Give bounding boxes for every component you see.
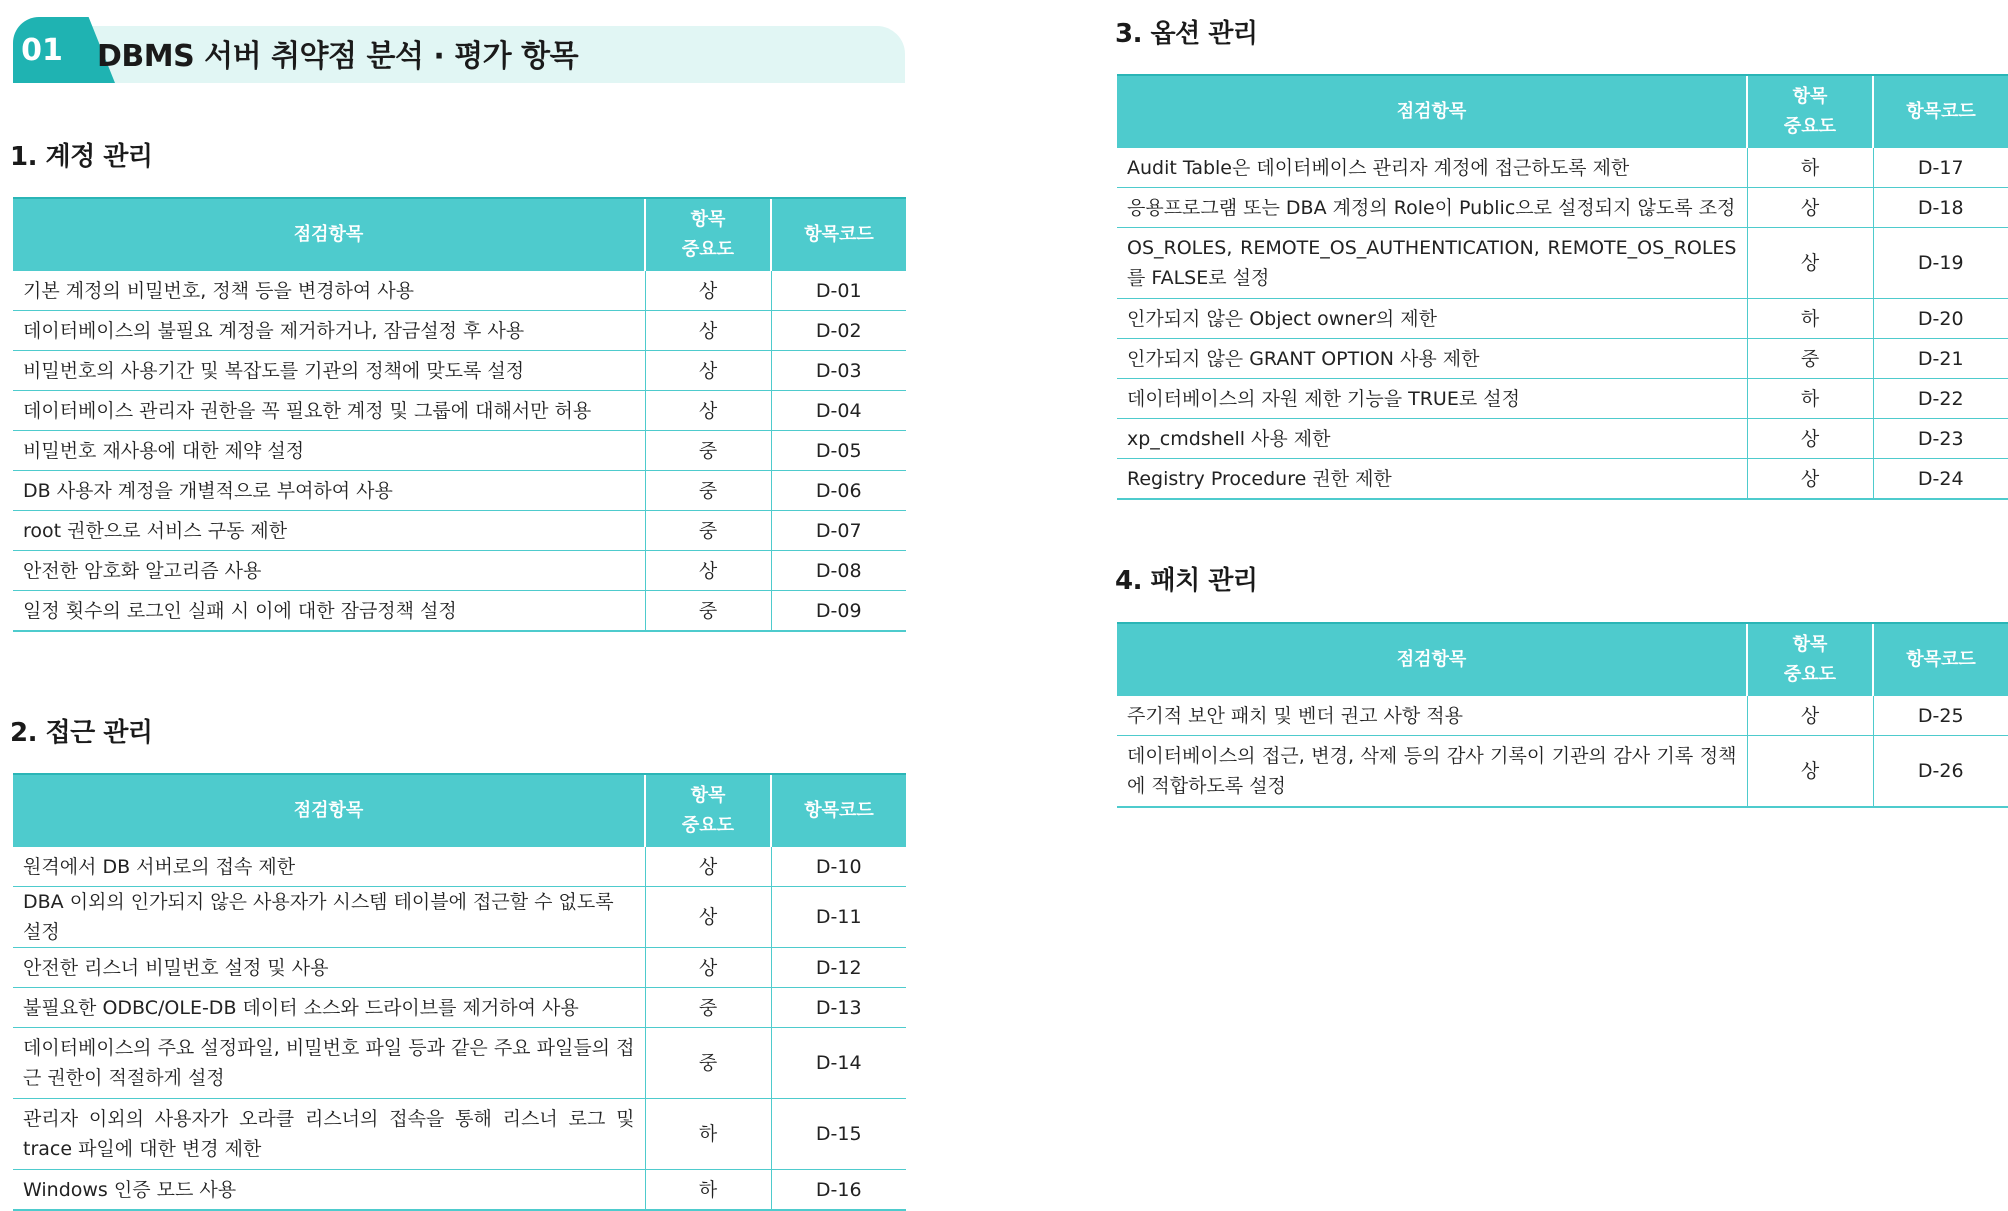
- table-account-management: [13, 197, 906, 632]
- table-row: [13, 591, 906, 632]
- column-header-item: 점검항목: [1117, 623, 1747, 696]
- column-header-code: 항목코드: [1873, 75, 2008, 148]
- cell-item: 데이터베이스의 자원 제한 기능을 TRUE로 설정: [1117, 379, 1747, 419]
- cell-item: 원격에서 DB 서버로의 접속 제한: [13, 847, 645, 887]
- cell-item: Registry Procedure 권한 제한: [1117, 459, 1747, 500]
- cell-importance: 중: [645, 431, 771, 471]
- cell-importance: 상: [1747, 419, 1873, 459]
- table-row: [13, 847, 906, 887]
- column-header-importance-line1: 항목: [690, 785, 726, 806]
- column-header-item: 점검항목: [13, 198, 645, 271]
- cell-importance: 하: [645, 1170, 771, 1211]
- cell-importance: 중: [645, 591, 771, 632]
- table-option-management: [1117, 74, 2008, 500]
- cell-importance: 중: [645, 511, 771, 551]
- column-header-importance-line2: 중요도: [681, 239, 735, 260]
- cell-importance: 상: [645, 351, 771, 391]
- column-header-importance-line2: 중요도: [1783, 664, 1837, 685]
- cell-code: D-03: [771, 351, 906, 391]
- cell-importance: 상: [1747, 459, 1873, 500]
- table-row: [13, 431, 906, 471]
- cell-item: 비밀번호 재사용에 대한 제약 설정: [13, 431, 645, 471]
- column-header-importance-line2: 중요도: [1783, 116, 1837, 137]
- cell-code: D-12: [771, 948, 906, 988]
- cell-item: OS_ROLES, REMOTE_OS_AUTHENTICATION, REMOTE_OS_ROLES를 FALSE로 설정: [1117, 228, 1747, 299]
- cell-item: 인가되지 않은 Object owner의 제한: [1117, 299, 1747, 339]
- table-patch-management: [1117, 622, 2008, 808]
- cell-code: D-15: [771, 1099, 906, 1170]
- cell-importance: 상: [645, 948, 771, 988]
- cell-code: D-13: [771, 988, 906, 1028]
- cell-item: xp_cmdshell 사용 제한: [1117, 419, 1747, 459]
- column-header-importance-line1: 항목: [1792, 86, 1828, 107]
- column-header-importance-line1: 항목: [1792, 634, 1828, 655]
- table-row: [1117, 736, 2008, 808]
- cell-code: D-19: [1873, 228, 2008, 299]
- cell-code: D-11: [771, 887, 906, 948]
- cell-code: D-06: [771, 471, 906, 511]
- cell-importance: 중: [1747, 339, 1873, 379]
- table-access-management: [13, 773, 906, 1211]
- cell-item: Windows 인증 모드 사용: [13, 1170, 645, 1211]
- cell-importance: 중: [645, 1028, 771, 1099]
- cell-item: 비밀번호의 사용기간 및 복잡도를 기관의 정책에 맞도록 설정: [13, 351, 645, 391]
- column-header-item: 점검항목: [13, 774, 645, 847]
- section-title-option: 3. 옵션 관리: [1115, 19, 1258, 49]
- cell-code: D-09: [771, 591, 906, 632]
- cell-code: D-24: [1873, 459, 2008, 500]
- cell-importance: 하: [1747, 379, 1873, 419]
- table-row: [13, 311, 906, 351]
- table-row: [13, 351, 906, 391]
- table-row: [13, 511, 906, 551]
- table-row: [1117, 228, 2008, 299]
- table-row: [1117, 339, 2008, 379]
- column-header-code: 항목코드: [771, 774, 906, 847]
- cell-code: D-20: [1873, 299, 2008, 339]
- cell-code: D-05: [771, 431, 906, 471]
- table-row: [13, 471, 906, 511]
- cell-item: 응용프로그램 또는 DBA 계정의 Role이 Public으로 설정되지 않도록 조정: [1117, 188, 1747, 228]
- table-row: [13, 948, 906, 988]
- table-row: [1117, 188, 2008, 228]
- cell-code: D-08: [771, 551, 906, 591]
- cell-item: 데이터베이스 관리자 권한을 꼭 필요한 계정 및 그룹에 대해서만 허용: [13, 391, 645, 431]
- section-title-patch: 4. 패치 관리: [1115, 566, 1258, 596]
- cell-code: D-17: [1873, 148, 2008, 188]
- cell-code: D-21: [1873, 339, 2008, 379]
- cell-code: D-10: [771, 847, 906, 887]
- column-header-importance: [1747, 75, 1873, 148]
- cell-importance: 상: [645, 887, 771, 948]
- cell-code: D-16: [771, 1170, 906, 1211]
- cell-importance: 하: [1747, 299, 1873, 339]
- cell-code: D-01: [771, 271, 906, 311]
- cell-importance: 중: [645, 988, 771, 1028]
- table-row: [1117, 379, 2008, 419]
- cell-importance: 상: [1747, 696, 1873, 736]
- column-header-importance: [1747, 623, 1873, 696]
- section-title-account: 1. 계정 관리: [10, 142, 153, 172]
- cell-item: DB 사용자 계정을 개별적으로 부여하여 사용: [13, 471, 645, 511]
- cell-importance: 상: [645, 551, 771, 591]
- cell-importance: 상: [645, 311, 771, 351]
- table-row: [13, 1170, 906, 1211]
- cell-code: D-04: [771, 391, 906, 431]
- cell-importance: 상: [645, 271, 771, 311]
- table-row: [1117, 148, 2008, 188]
- cell-item: 인가되지 않은 GRANT OPTION 사용 제한: [1117, 339, 1747, 379]
- cell-item: 관리자 이외의 사용자가 오라클 리스너의 접속을 통해 리스너 로그 및 trace 파일에 대한 변경 제한: [13, 1099, 645, 1170]
- cell-importance: 하: [1747, 148, 1873, 188]
- cell-importance: 하: [645, 1099, 771, 1170]
- table-row: [1117, 419, 2008, 459]
- section-title-access: 2. 접근 관리: [10, 718, 153, 748]
- cell-importance: 상: [1747, 188, 1873, 228]
- table-row: [13, 551, 906, 591]
- column-header-code: 항목코드: [771, 198, 906, 271]
- table-row: [13, 1028, 906, 1099]
- cell-item: 기본 계정의 비밀번호, 정책 등을 변경하여 사용: [13, 271, 645, 311]
- column-header-code: 항목코드: [1873, 623, 2008, 696]
- table-row: [13, 391, 906, 431]
- cell-code: D-07: [771, 511, 906, 551]
- table-row: [13, 988, 906, 1028]
- table-row: [13, 1099, 906, 1170]
- cell-item: 불필요한 ODBC/OLE-DB 데이터 소스와 드라이브를 제거하여 사용: [13, 988, 645, 1028]
- column-header-importance: [645, 774, 771, 847]
- cell-item: Audit Table은 데이터베이스 관리자 계정에 접근하도록 제한: [1117, 148, 1747, 188]
- cell-importance: 상: [645, 391, 771, 431]
- column-header-importance: [645, 198, 771, 271]
- cell-code: D-23: [1873, 419, 2008, 459]
- cell-code: D-25: [1873, 696, 2008, 736]
- cell-code: D-14: [771, 1028, 906, 1099]
- table-row: [13, 887, 906, 948]
- cell-item: 데이터베이스의 접근, 변경, 삭제 등의 감사 기록이 기관의 감사 기록 정책에 적합하도록 설정: [1117, 736, 1747, 808]
- cell-code: D-02: [771, 311, 906, 351]
- cell-importance: 상: [645, 847, 771, 887]
- page-title: DBMS 서버 취약점 분석 · 평가 항목: [97, 39, 579, 74]
- cell-item: root 권한으로 서비스 구동 제한: [13, 511, 645, 551]
- cell-item: DBA 이외의 인가되지 않은 사용자가 시스템 테이블에 접근할 수 없도록 설정: [13, 887, 645, 948]
- cell-item: 데이터베이스의 불필요 계정을 제거하거나, 잠금설정 후 사용: [13, 311, 645, 351]
- cell-importance: 상: [1747, 736, 1873, 808]
- chapter-number: 01: [13, 17, 71, 83]
- cell-code: D-22: [1873, 379, 2008, 419]
- cell-code: D-26: [1873, 736, 2008, 808]
- table-row: [1117, 299, 2008, 339]
- cell-item: 데이터베이스의 주요 설정파일, 비밀번호 파일 등과 같은 주요 파일들의 접근 권한이 적절하게 설정: [13, 1028, 645, 1099]
- cell-item: 안전한 암호화 알고리즘 사용: [13, 551, 645, 591]
- cell-code: D-18: [1873, 188, 2008, 228]
- column-header-importance-line2: 중요도: [681, 815, 735, 836]
- cell-item: 주기적 보안 패치 및 벤더 권고 사항 적용: [1117, 696, 1747, 736]
- cell-importance: 상: [1747, 228, 1873, 299]
- cell-importance: 중: [645, 471, 771, 511]
- table-row: [1117, 696, 2008, 736]
- cell-item: 일정 횟수의 로그인 실패 시 이에 대한 잠금정책 설정: [13, 591, 645, 632]
- cell-item: 안전한 리스너 비밀번호 설정 및 사용: [13, 948, 645, 988]
- page-header: [13, 17, 905, 83]
- table-row: [13, 271, 906, 311]
- column-header-importance-line1: 항목: [690, 209, 726, 230]
- column-header-item: 점검항목: [1117, 75, 1747, 148]
- table-row: [1117, 459, 2008, 500]
